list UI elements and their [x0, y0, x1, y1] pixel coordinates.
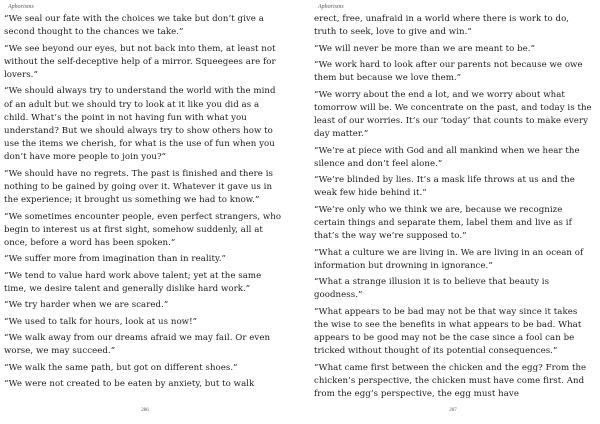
page-number: 286 — [141, 408, 149, 413]
quote: “We’re blinded by lies. It’s a mask life throws at us and the weak few hide behind it.” — [314, 175, 575, 199]
quote: “We work hard to look after our parents not because we owe them but because we love them.” — [314, 59, 583, 84]
quote: “We try harder when we are scared.” — [4, 300, 169, 311]
left-page — [0, 0, 290, 424]
quote-list — [314, 13, 592, 405]
page-number: 287 — [449, 408, 457, 413]
quote: “We worry about the end a lot, and we worry about what tomorrow will be. We concentrate on the past, and today is the least of our worries. It’s our ‘today’ that counts to make every day matter.” — [314, 89, 592, 140]
quote: “We’re at piece with God and all mankind when we hear the silence and don’t feel alone.” — [314, 145, 580, 169]
quote: “What a culture we are living in. We are living in an ocean of information but drowning in ignorance.” — [314, 247, 584, 271]
quote: “What came first between the chicken and the egg? From the chicken’s perspective, the chicken must have come first. And from the egg’s perspective, the egg must have — [314, 362, 587, 400]
right-page — [310, 0, 596, 424]
quote: “We’re only who we think we are, because we recognize certain things and separate them, label them and live as if that’s the way we’re supposed to.” — [314, 204, 572, 242]
running-head: Aphorisms — [318, 4, 344, 10]
quote: “We will never be more than we are meant to be.” — [314, 43, 536, 54]
quote: “We walk away from our dreams afraid we may fail. Or even worse, we may succeed.” — [4, 333, 271, 357]
quote-list — [4, 13, 286, 395]
quote: “We used to talk for hours, look at us now!” — [4, 316, 198, 327]
quote: “We walk the same path, but got on different shoes.” — [4, 362, 238, 373]
quote: “We should always try to understand the world with the mind of an adult but we should try to look at it like you did as a child. What’s the point in not having fun with what you understand? But we should always try to show others how to use the items we cherish, for what is the use of fun when you don’t have more people to join you?” — [4, 86, 276, 163]
quote: “We sometimes encounter people, even perfect strangers, who begin to interest us at first sight, somehow suddenly, all at once, before a word has been spoken.” — [4, 211, 282, 248]
quote: “We suffer more from imagination than in reality.” — [4, 254, 226, 265]
quote: “What appears to be bad may not be that way since it takes the wise to see the benefits in what appears to be bad. What appears to be good may not be the case since a fool can be tricked without thought of its potential consequences.” — [314, 306, 582, 357]
running-head: Aphorisms — [8, 4, 34, 10]
quote: “We see beyond our eyes, but not back into them, at least not without the self-deceptive help of a mirror. Squeegees are for lovers.” — [4, 43, 276, 80]
quote: “What a strange illusion it is to believe that beauty is goodness.” — [314, 277, 550, 301]
quote: “We should have no regrets. The past is finished and there is nothing to be gained by going over it. Whatever it gave us in the experience; it brought us something we had to know.” — [4, 168, 273, 206]
quote: “We seal our fate with the choices we take but don’t give a second thought to the chances we take.” — [4, 14, 264, 38]
quote: “We tend to value hard work above talent; yet at the same time, we desire talent and generally dislike hard work.” — [4, 270, 262, 294]
quote: “We were not created to be eaten by anxiety, but to walk — [4, 379, 255, 390]
quote: erect, free, unafraid in a world where there is work to do, truth to seek, love to give and win.” — [314, 14, 570, 38]
